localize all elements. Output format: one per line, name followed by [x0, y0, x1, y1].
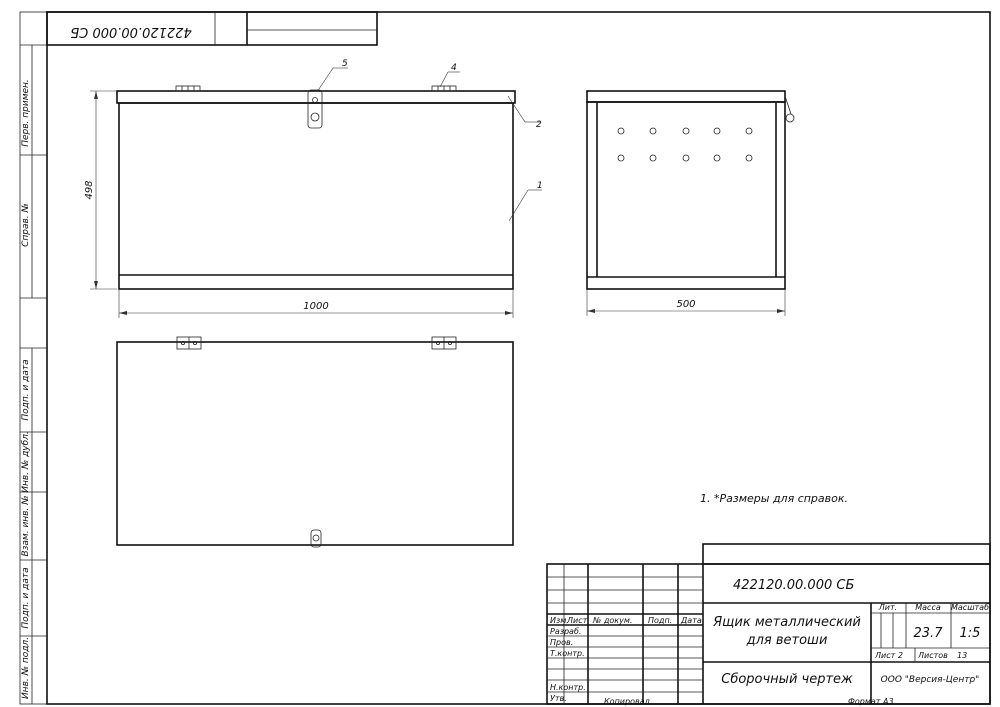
copied-label: Копировал	[604, 697, 650, 706]
front-latch	[308, 90, 322, 128]
dim-length: 1000	[303, 301, 329, 312]
sheet-label: Лист 2	[875, 651, 903, 660]
front-lid	[117, 91, 515, 103]
dim-width: 500	[676, 299, 696, 310]
rotated-code: 422120.00.000 СБ	[70, 24, 192, 39]
label-nkontr: Н.контр.	[550, 683, 586, 692]
label-utv: Утв.	[550, 694, 567, 703]
label-lit: Лит.	[878, 603, 898, 612]
left-side-columns	[20, 45, 47, 704]
side-lid	[587, 91, 785, 102]
title-line-2: для ветоши	[746, 633, 828, 648]
callout-2: 2	[536, 120, 542, 130]
scale-value: 1:5	[959, 626, 981, 641]
front-body	[119, 103, 513, 289]
label-masshtab: Масштаб	[950, 603, 990, 612]
top-lid	[117, 342, 513, 545]
title-line-1: Ящик металлический	[713, 615, 861, 630]
outer-frame	[20, 12, 990, 704]
label-tkontr: Т.контр.	[550, 649, 585, 658]
callout-4: 4	[451, 63, 457, 73]
side-view	[587, 91, 794, 316]
side-vzam-inv: Взам. инв. №	[21, 495, 31, 557]
label-list: Лист	[567, 616, 588, 625]
label-massa: Масса	[915, 603, 941, 612]
doc-type: Сборочный чертеж	[721, 672, 853, 687]
side-sprav-no: Справ. №	[21, 203, 31, 247]
mass-value: 23.7	[913, 626, 943, 641]
side-body	[587, 102, 785, 289]
inner-frame	[47, 12, 990, 704]
side-inv-dubl: Инв. № дубл.	[21, 431, 31, 493]
callout-1: 1	[537, 181, 543, 191]
sheets-count: 13	[957, 651, 968, 660]
top-view	[117, 337, 513, 547]
title-block	[547, 544, 990, 704]
label-razrab: Разраб.	[550, 627, 582, 636]
drawing-code: 422120.00.000 СБ	[733, 578, 855, 593]
front-view	[84, 59, 543, 318]
label-izm: Изм.	[550, 616, 569, 625]
organization: ООО "Версия-Центр"	[880, 675, 980, 685]
format-label: Формат А3	[848, 697, 894, 706]
top-code-box	[47, 12, 377, 45]
vent-holes	[618, 128, 752, 161]
label-ndokum: № докум.	[593, 616, 633, 625]
side-inv-podl: Инв. № подл.	[21, 636, 31, 700]
label-podp: Подп.	[648, 616, 673, 625]
drawing-note: 1. *Размеры для справок.	[700, 492, 849, 505]
label-prov: Пров.	[550, 638, 574, 647]
side-podp-data-2: Подп. и дата	[21, 567, 31, 629]
sheets-label: Листов	[918, 651, 948, 660]
side-podp-data-1: Подп. и дата	[21, 359, 31, 421]
dim-height: 498	[84, 180, 95, 200]
label-data: Дата	[681, 616, 702, 625]
side-perv-primen: Перв. примен.	[21, 79, 31, 147]
callout-5: 5	[342, 59, 348, 69]
